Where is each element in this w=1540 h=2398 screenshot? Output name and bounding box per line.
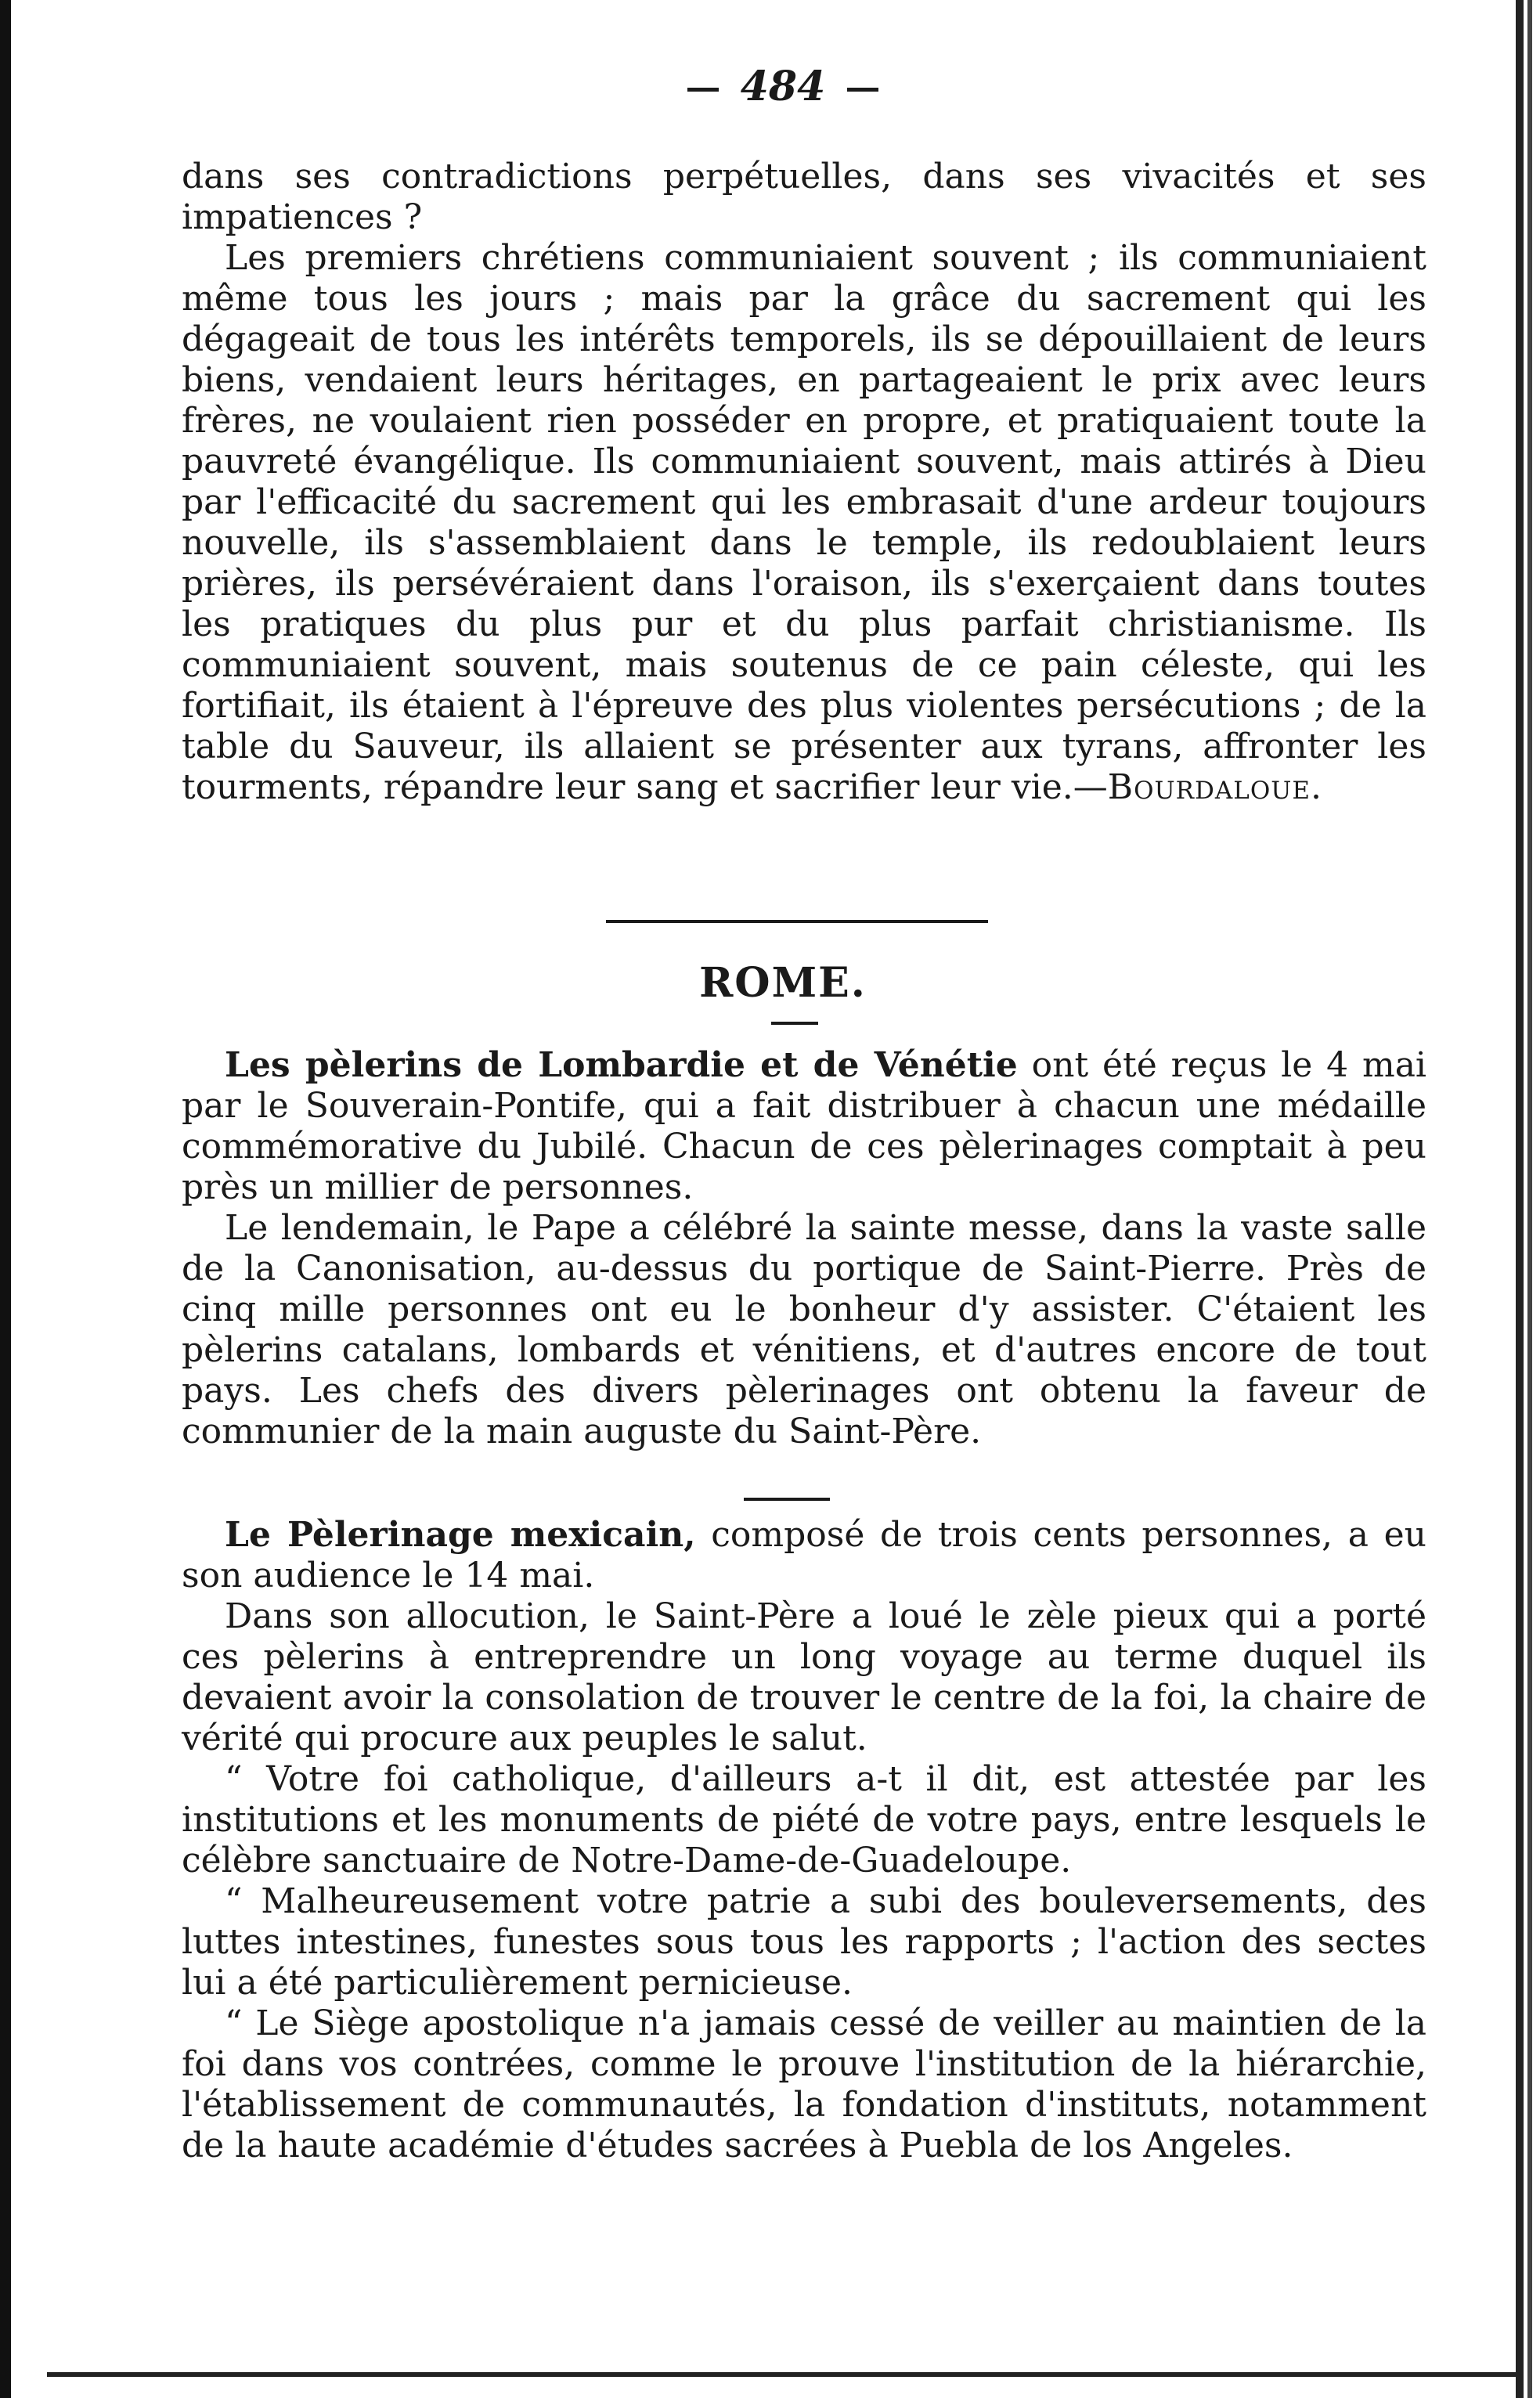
paragraph-text: “ Le Siège apostolique n'a jamais cessé de veiller au maintien de la foi dans vos contrées, comme le prouve l'institution de la hiérarchie, l'établissement de communautés, la fondation d'instituts, notamment de la haute académie d'études sacrées à Puebla de los Angeles.: [182, 2003, 1426, 2165]
paragraph-divider: [744, 1498, 830, 1501]
paragraph-text: Le lendemain, le Pape a célébré la sainte messe, dans la vaste salle de la Canonisation, au-dessus du portique de Saint-Pierre. Près de cinq mille personnes ont eu le bonheur d'y assister. C'étaient les pèlerins catalans, lombards et vénitiens, et d'autres encore de tout pays. Les chefs des divers pèlerinages ont obtenu la faveur de communier de la main auguste du Saint-Père.: [182, 1208, 1426, 1451]
author-name: Bourdaloue.: [1107, 767, 1322, 807]
text-block-top: [182, 157, 1426, 808]
paragraph-text: ont été reçus le 4 mai par le Souverain-Pontife, qui a fait distribuer à chacun une médaille commémorative du Jubilé. Chacun de ces pèlerinages comptait à peu près un millier de personnes.: [182, 1045, 1427, 1207]
paragraph: [182, 157, 1426, 238]
text-block-mexique: [182, 1515, 1426, 2166]
paragraph: [182, 1759, 1426, 1881]
section-title: ROME.: [699, 959, 867, 1007]
text-block-rome: [182, 1045, 1426, 1452]
scan-edge-bottom: [47, 2372, 1519, 2377]
paragraph-text: “ Malheureusement votre patrie a subi des bouleversements, des luttes intestines, funestes sous tous les rapports ; l'action des sectes lui a été particulièrement pernicieuse.: [182, 1881, 1426, 2003]
paragraph: [182, 1515, 1426, 1596]
paragraph-text: dans ses contradictions perpétuelles, dans ses vivacités et ses impatiences ?: [182, 157, 1426, 237]
paragraph: [182, 238, 1426, 808]
paragraph-lead: Les pèlerins de Lombardie et de Vénétie: [225, 1045, 1018, 1085]
scan-edge-right-outer: [1527, 0, 1532, 2398]
scan-edge-right: [1516, 0, 1524, 2398]
paragraph-lead: Le Pèlerinage mexicain,: [225, 1515, 696, 1555]
page-number-text: 484: [740, 63, 826, 110]
paragraph-text: composé de trois cents personnes, a eu son audience le 14 mai.: [182, 1515, 1426, 1596]
paragraph: [182, 2003, 1426, 2166]
paragraph: [182, 1596, 1426, 1759]
page-number: [673, 63, 893, 110]
title-underline: [771, 1022, 818, 1025]
paragraph: [182, 1208, 1426, 1452]
paragraph-text: Dans son allocution, le Saint-Père a loué le zèle pieux qui a porté ces pèlerins à entreprendre un long voyage au terme duquel ils devaient avoir la consolation de trouver le centre de la foi, la chaire de vérité qui procure aux peuples le salut.: [182, 1596, 1426, 1758]
paragraph-text: Les premiers chrétiens communiaient souvent ; ils communiaient même tous les jours ; mais par la grâce du sacrement qui les dégageait de tous les intérêts temporels, ils se dépouillaient de leurs biens, vendaient leurs héritages, en partageaient le prix avec leurs frères, ne voulaient rien posséder en propre, et pratiquaient toute la pauvreté évangélique. Ils communiaient souvent, mais attirés à Dieu par l'efficacité du sacrement qui les embrasait d'une ardeur toujours nouvelle, ils s'assemblaient dans le temple, ils redoublaient leurs prières, ils persévéraient dans l'oraison, ils s'exerçaient dans toutes les pratiques du plus pur et du plus parfait christianisme. Ils communiaient souvent, mais soutenus de ce pain céleste, qui les fortifiait, ils étaient à l'épreuve des plus violentes persécutions ; de la table du Sauveur, ils allaient se présenter aux tyrans, affronter les tourments, répandre leur sang et sacrifier leur vie.—: [182, 238, 1426, 807]
paragraph: [182, 1045, 1426, 1208]
paragraph: [182, 1881, 1426, 2003]
section-divider: [606, 920, 988, 923]
scan-edge-left: [0, 0, 11, 2398]
paragraph-text: “ Votre foi catholique, d'ailleurs a-t il dit, est attestée par les institutions et les monuments de piété de votre pays, entre lesquels le célèbre sanctuaire de Notre-Dame-de-Guadeloupe.: [182, 1759, 1426, 1881]
